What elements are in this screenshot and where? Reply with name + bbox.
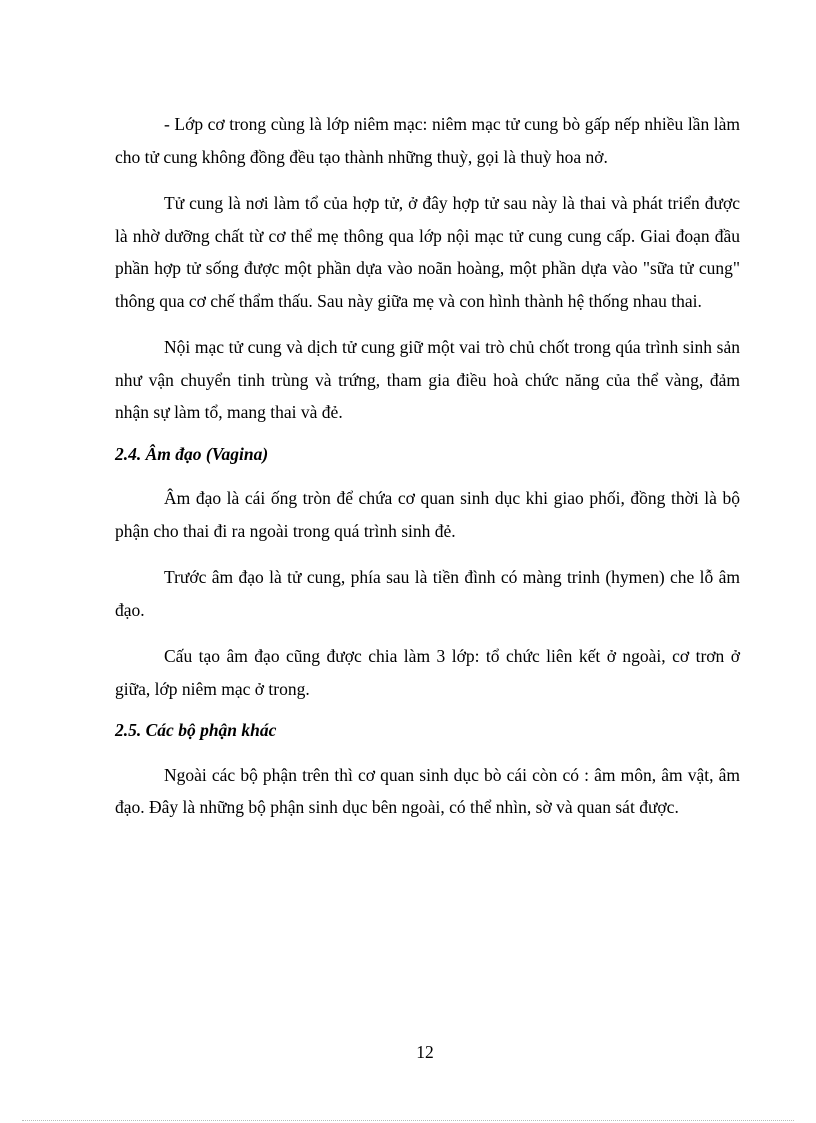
document-page: [115, 108, 740, 824]
paragraph-other-parts: Ngoài các bộ phận trên thì cơ quan sinh dục bò cái còn có : âm môn, âm vật, âm đạo. Đây là những bộ phận sinh dục bên ngoài, có thể nhìn, sờ và quan sát được.: [115, 764, 740, 817]
paragraph-uterus-nesting: Tử cung là nơi làm tổ của hợp tử, ở đây hợp tử sau này là thai và phát triển được là nhờ dưỡng chất từ cơ thể mẹ thông qua lớp nội mạc tử cung cung cấp. Giai đoạn đầu phần hợp tử sống được một phần dựa vào noãn hoàng, một phần dựa vào "sữa tử cung" thông qua cơ chế thẩm thấu. Sau này giữa mẹ và con hình thành hệ thống nhau thai.: [115, 193, 740, 311]
paragraph-uterine-fluid-role: Nội mạc tử cung và dịch tử cung giữ một vai trò chủ chốt trong qúa trình sinh sản như vận chuyển tinh trùng và trứng, tham gia điều hoà chức năng của thể vàng, đảm nhận sự làm tổ, mang thai và đẻ.: [115, 337, 740, 422]
paragraph-endometrium-layer: - Lớp cơ trong cùng là lớp niêm mạc: niêm mạc tử cung bò gấp nếp nhiều lần làm cho tử cung không đồng đều tạo thành những thuỳ, gọi là thuỳ hoa nở.: [115, 114, 740, 167]
paragraph-vagina-structure: Cấu tạo âm đạo cũng được chia làm 3 lớp: tổ chức liên kết ở ngoài, cơ trơn ở giữa, lớp niêm mạc ở trong.: [115, 646, 740, 699]
paragraph-vagina-position: Trước âm đạo là tử cung, phía sau là tiền đình có màng trinh (hymen) che lỗ âm đạo.: [115, 567, 740, 620]
section-heading-other-parts: 2.5. Các bộ phận khác: [115, 720, 277, 740]
section-heading-vagina: 2.4. Âm đạo (Vagina): [115, 443, 269, 464]
page-bottom-divider: [22, 1120, 794, 1121]
paragraph-vagina-definition: Âm đạo là cái ống tròn để chứa cơ quan sinh dục khi giao phối, đồng thời là bộ phận cho thai đi ra ngoài trong quá trình sinh đẻ.: [115, 488, 740, 541]
page-number: 12: [416, 1042, 434, 1062]
